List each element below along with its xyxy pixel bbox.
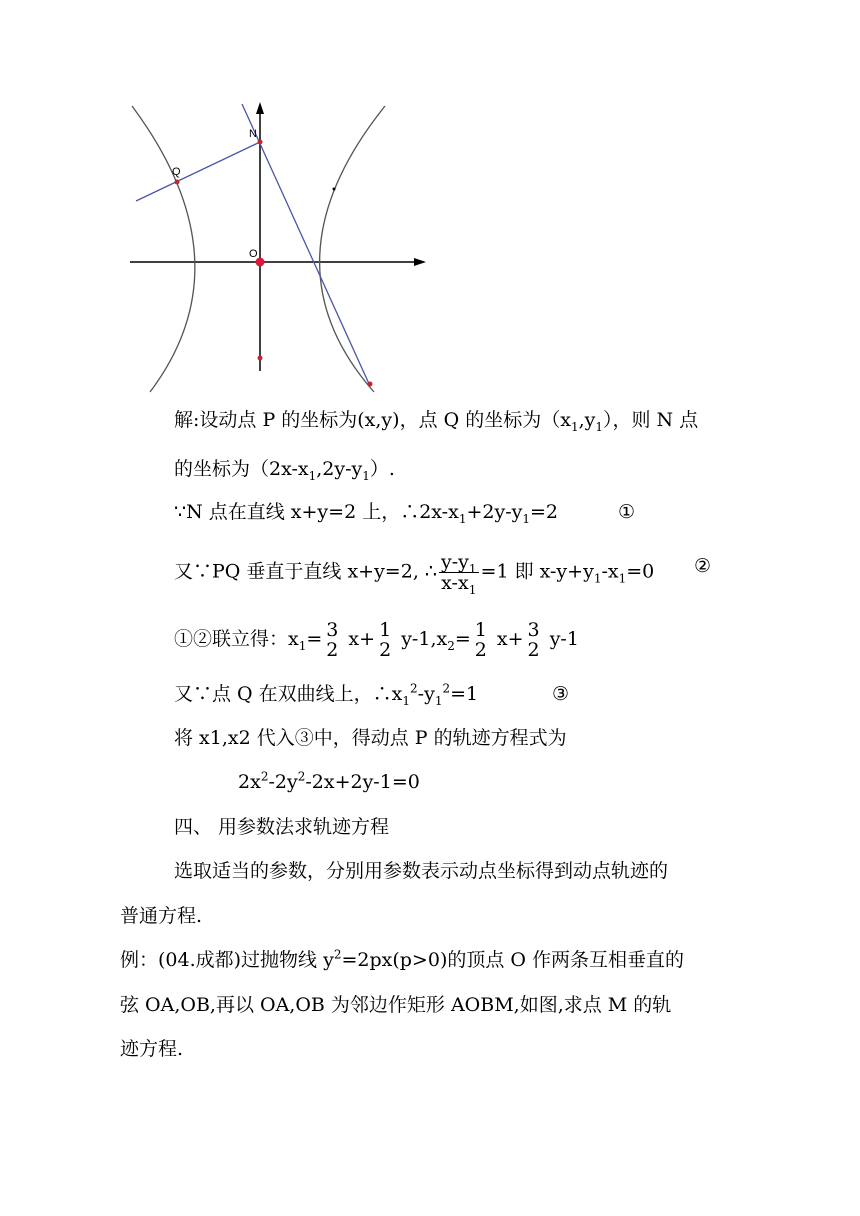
- line-4: 又∵PQ 垂直于直线 x+y=2, ∴ $\frac{y-y_1}{x-x_1}$ =1 即 $x-y+y_1-x_1=0$: [174, 551, 655, 597]
- line-pq: [136, 142, 260, 201]
- y-axis-arrow: [256, 102, 264, 114]
- label-q: Q: [172, 166, 181, 178]
- equation-mark-3: ③: [552, 683, 570, 705]
- label-n: N: [249, 128, 257, 140]
- line-13: 弦 OA,OB,再以 OA,OB 为邻边作矩形 AOBM,如图,求点 M 的轨: [120, 994, 672, 1016]
- line-8: $2x^2-2y^2-2x+2y-1=0$: [238, 769, 420, 793]
- line-12: 例：(04.成都)过抛物线 $y^2=2px(p>0)$的顶点 O 作两条互相垂直的: [120, 947, 685, 971]
- fraction-3-2: 3 2: [326, 619, 339, 661]
- line-7: 将 x1,x2 代入③中，得动点 P 的轨迹方程式为: [174, 727, 567, 749]
- line-1: 解:设动点 P 的坐标为(x,y)，点 Q 的坐标为$(x_1,y_1)$，则 N 点: [174, 409, 699, 434]
- line-10: 选取适当的参数，分别用参数表示动点坐标得到动点轨迹的: [174, 860, 669, 882]
- hyperbola-figure: [120, 96, 440, 396]
- line-14: 迹方程.: [120, 1038, 184, 1060]
- point-end: [368, 382, 373, 387]
- hyperbola-right-branch: [320, 106, 385, 392]
- point-dot: [333, 188, 336, 191]
- x-axis-arrow: [414, 258, 426, 266]
- fraction-slope: $\frac{y-y_1}{x-x_1}$: [441, 551, 477, 597]
- line-6: 又∵点 Q 在双曲线上，$\therefore x_1^2-y_1^2=1$: [174, 681, 479, 708]
- line-11: 普通方程.: [120, 905, 203, 927]
- section-heading: 四、 用参数法求轨迹方程: [174, 816, 390, 838]
- equation-mark-1: ①: [618, 501, 636, 523]
- point-n: [258, 140, 263, 145]
- point-lower: [258, 356, 263, 361]
- hyperbola-left-branch: [132, 106, 195, 392]
- fraction-1-2: 1 2: [379, 619, 392, 661]
- fraction-1-2-b: 1 2: [474, 619, 487, 661]
- line-x-plus-y: [242, 104, 370, 386]
- fraction-3-2-b: 3 2: [527, 619, 540, 661]
- line-2: 的坐标为$(2x-x_1,2y-y_1)$.: [174, 458, 395, 483]
- point-q: [175, 180, 180, 185]
- equation-mark-2: ②: [694, 555, 712, 577]
- line-5: ①②联立得：$x_1=$ 3 2 x+ 1 2 $y-1,x_2=$ 1 2 x+ 3 2 y-1: [174, 619, 579, 661]
- line-3: ∵N 点在直线 x+y=2 上，$\therefore 2x-x_1+2y-y_1=2$: [174, 501, 559, 526]
- label-o: O: [249, 248, 258, 260]
